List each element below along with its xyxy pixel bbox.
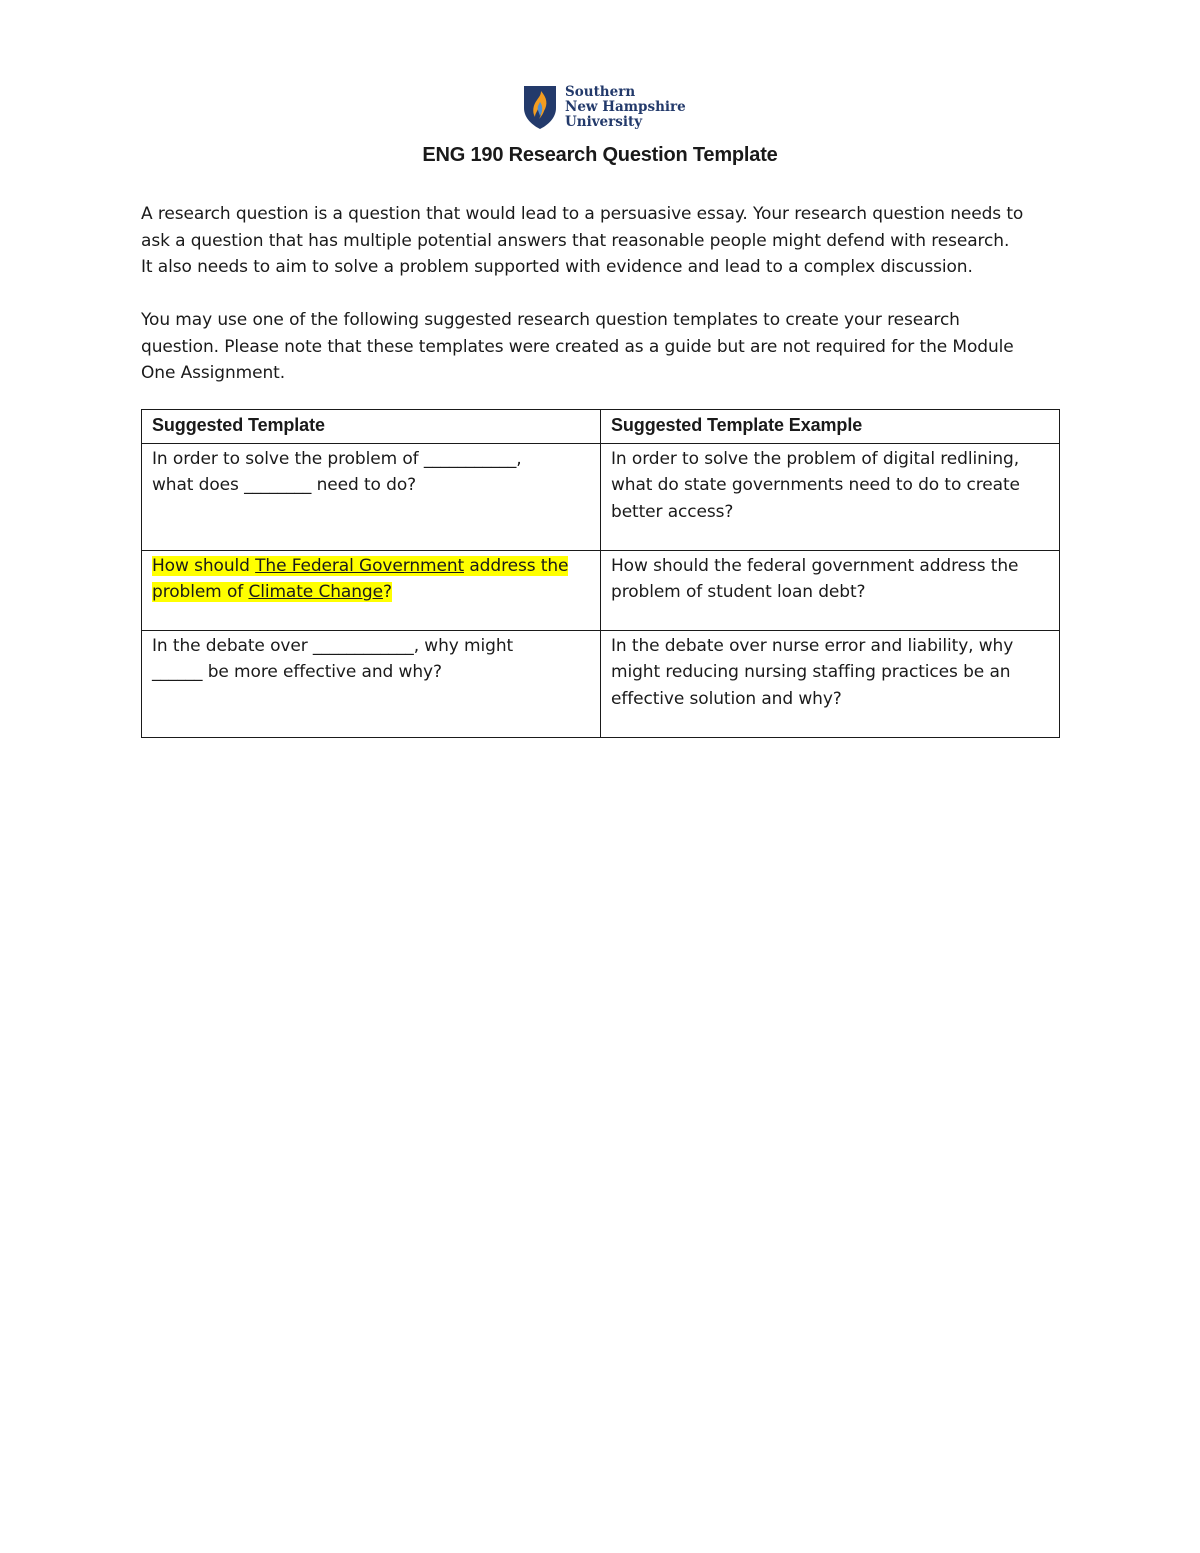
cell-line — [152, 579, 590, 606]
intro-paragraph — [141, 201, 1071, 281]
university-name — [565, 85, 686, 130]
table-header-row — [142, 410, 1060, 444]
template-cell — [142, 443, 601, 550]
template-cell — [142, 630, 601, 737]
highlighted-text: address the — [464, 555, 569, 576]
cell-line: what does ________ need to do? — [152, 475, 417, 495]
cell-line — [152, 553, 590, 580]
instructions-line: One Assignment. — [141, 363, 286, 383]
intro-line: It also needs to aim to solve a problem supported with evidence and lead to a complex discussion. — [141, 257, 973, 277]
example-cell — [601, 630, 1060, 737]
filled-blank-text[interactable]: Climate Change — [248, 582, 383, 602]
instructions-line: You may use one of the following suggested research question templates to create your research — [141, 310, 960, 330]
logo-line-3: University — [565, 113, 643, 130]
intro-line: A research question is a question that would lead to a persuasive essay. Your research question needs to — [141, 204, 1024, 224]
university-logo — [522, 84, 686, 130]
cell-line: How should the federal government address the — [611, 555, 1019, 576]
column-header-template: Suggested Template — [142, 410, 601, 444]
table-row — [142, 443, 1060, 550]
table-row — [142, 550, 1060, 630]
table-row — [142, 630, 1060, 737]
cell-line: In the debate over nurse error and liability, why — [611, 635, 1014, 656]
highlighted-text: ? — [382, 582, 392, 602]
filled-blank-text[interactable]: The Federal Government — [255, 555, 465, 576]
shield-flame-icon — [522, 84, 558, 130]
example-cell — [601, 550, 1060, 630]
cell-line: what do state governments need to do to create — [611, 475, 1020, 495]
example-cell — [601, 443, 1060, 550]
highlighted-text: problem of — [152, 582, 249, 602]
cell-line: problem of student loan debt? — [611, 582, 866, 602]
cell-line: ______ be more effective and why? — [152, 662, 442, 682]
highlighted-text: How should — [152, 555, 256, 576]
intro-line: ask a question that has multiple potential answers that reasonable people might defend with research. — [141, 230, 1010, 251]
instructions-paragraph — [141, 307, 1071, 387]
cell-line: In order to solve the problem of digital redlining, — [611, 448, 1020, 469]
cell-line: might reducing nursing staffing practices be an — [611, 662, 1011, 682]
cell-line: In order to solve the problem of ___________, — [152, 448, 522, 469]
cell-line: better access? — [611, 501, 734, 522]
column-header-example: Suggested Template Example — [601, 410, 1060, 444]
logo-line-2: New Hampshire — [565, 98, 686, 115]
page-title: ENG 190 Research Question Template — [422, 144, 778, 166]
cell-line: In the debate over ____________, why might — [152, 635, 514, 656]
cell-line: effective solution and why? — [611, 688, 842, 709]
template-cell-highlighted[interactable] — [142, 550, 601, 630]
logo-line-1: Southern — [565, 83, 636, 100]
instructions-line: question. Please note that these templates were created as a guide but are not required for the Module — [141, 336, 1014, 357]
template-table — [141, 409, 1060, 738]
